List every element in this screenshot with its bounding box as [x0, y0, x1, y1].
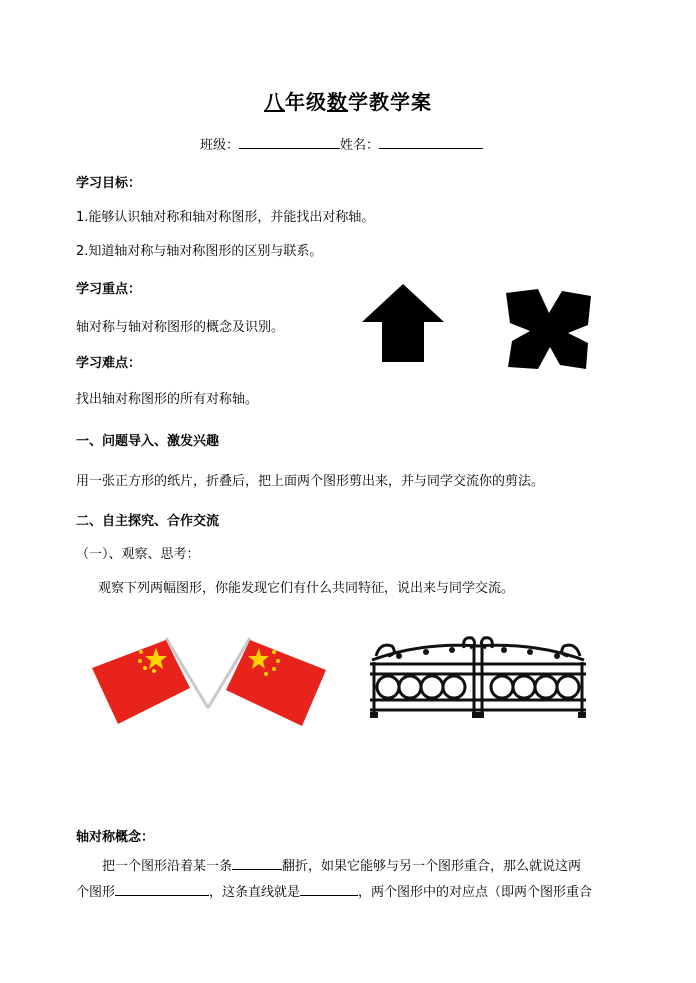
section2-heading: 二、自主探究、合作交流	[76, 514, 220, 529]
name-label: 姓名：	[340, 138, 380, 153]
section1-heading: 一、问题导入、激发兴趣	[76, 434, 220, 449]
class-label: 班级：	[200, 138, 240, 153]
fill-blank-1[interactable]	[232, 857, 282, 870]
right-flag-small-star	[264, 672, 268, 676]
fill-blank-2[interactable]	[115, 883, 209, 896]
difficulties-text: 找出轴对称图形的所有对称轴。	[76, 392, 259, 407]
concept-text-5: ，两个图形中的对应点（即两个图形重合	[358, 885, 593, 900]
class-field[interactable]	[239, 136, 340, 149]
name-field[interactable]	[379, 136, 483, 149]
right-flag-small-star	[272, 650, 276, 654]
page-title	[0, 86, 696, 115]
concept-text-2: 翻折，如果它能够与另一个图形重合，那么就说这两	[282, 859, 582, 874]
section2-subheading: （一）、观察、思考：	[76, 547, 200, 562]
left-flag-small-star	[143, 666, 147, 670]
difficulties-heading: 学习难点：	[76, 356, 142, 371]
iron-gate-image	[366, 632, 590, 722]
title-grade-number: 八	[264, 90, 285, 114]
section1-text: 用一张正方形的纸片，折叠后，把上面两个图形剪出来，并与同学交流你的剪法。	[76, 474, 545, 489]
arrow-shape-figure	[360, 282, 448, 364]
objectives-heading: 学习目标：	[76, 176, 142, 191]
title-rest: 学教学案	[348, 90, 432, 114]
right-flag-small-star	[272, 667, 276, 671]
concept-line-2	[76, 880, 628, 906]
crossed-flags-image	[88, 628, 332, 728]
header-fields	[200, 134, 483, 153]
concept-heading: 轴对称概念：	[76, 830, 155, 845]
section2-text: 观察下列两幅图形，你能发现它们有什么共同特征，说出来与同学交流。	[98, 581, 515, 596]
objective-item-2: 2.知道轴对称与轴对称图形的区别与联系。	[76, 244, 323, 259]
concept-text-4: ，这条直线就是	[209, 885, 301, 900]
concept-paragraph	[76, 854, 628, 906]
left-flag-small-star	[139, 650, 143, 654]
left-flag-small-star	[152, 669, 156, 673]
key-points-text: 轴对称与轴对称图形的概念及识别。	[76, 320, 285, 335]
concept-text-1: 把一个图形沿着某一条	[102, 859, 233, 874]
concept-text-3: 个图形	[76, 885, 116, 900]
title-subject-char: 数	[327, 90, 348, 114]
title-grade: 年级	[285, 90, 327, 114]
concept-line-1	[76, 854, 628, 880]
fill-blank-3[interactable]	[300, 883, 358, 896]
key-points-heading: 学习重点：	[76, 282, 142, 297]
left-flag-small-star	[138, 659, 142, 663]
objective-item-1: 1.能够认识轴对称和轴对称图形，并能找出对称轴。	[76, 210, 375, 225]
cross-shape-figure	[502, 287, 594, 373]
right-flag-small-star	[276, 659, 280, 663]
